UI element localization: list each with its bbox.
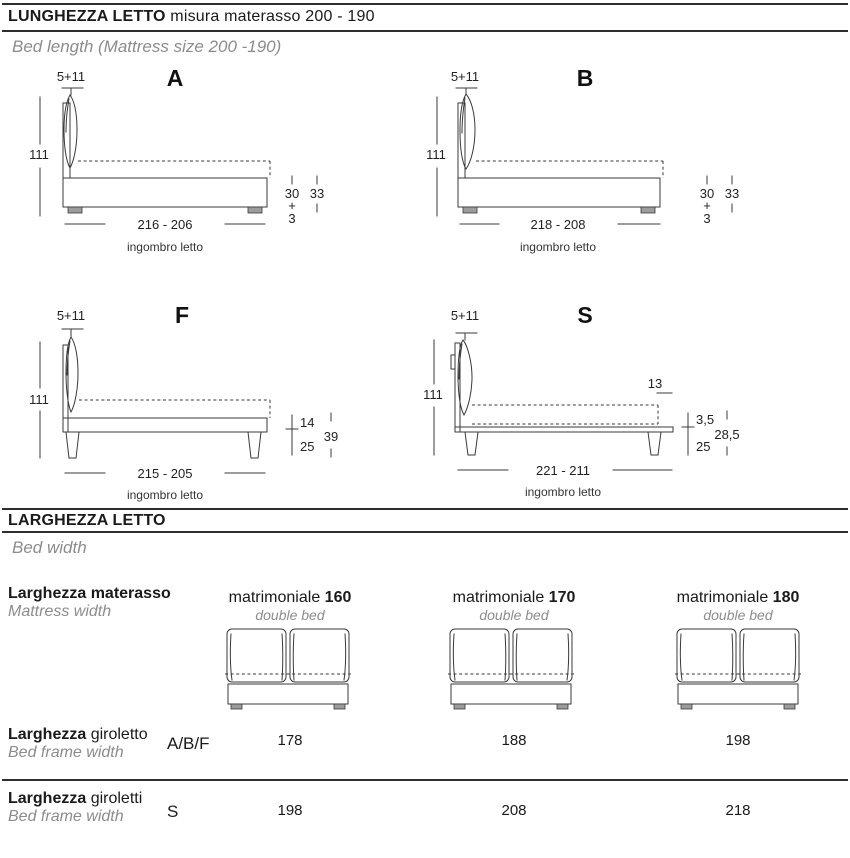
diagram-b-height: 111 [426,147,446,162]
diagram-bed-a [20,58,350,274]
diagram-b-feet-height: 3 [703,211,711,226]
diagram-b-width-range: 218 - 208 [530,217,586,232]
diagram-f-headboard-dim: 5+11 [56,308,86,323]
frame-width-abf-label [8,726,148,762]
mattress-width-row-label [8,585,171,621]
diagram-s-headboard-dim: 5+11 [450,308,480,323]
diagram-a-frame-height: 30 [284,186,300,201]
variant-s: S [167,802,179,821]
diagram-f-width-range: 215 - 205 [137,466,193,481]
frame-width-s-label [8,790,142,826]
diagram-a-caption: ingombro letto [126,240,204,254]
diagram-b-headboard-dim: 5+11 [450,69,480,84]
diagram-s-height: 111 [423,387,443,402]
length-subtitle-en: Bed length (Mattress size 200 -190) [12,37,282,56]
diagram-a-drawing [40,88,317,224]
mattress-width-label-en: Mattress width [8,603,112,620]
column-type-180: matrimoniale [676,589,769,606]
diagram-f-label: F [174,302,190,328]
frame-width-abf-180: 198 [725,732,751,749]
diagram-b-caption: ingombro letto [519,240,597,254]
length-title-detail: misura materasso 200 - 190 [165,8,375,25]
rule-under-width-title [2,531,848,533]
column-type-en-180: double bed [703,607,773,623]
mattress-width-label-it: Larghezza materasso [8,585,171,602]
diagram-a-headboard-dim: 5+11 [56,69,86,84]
diagram-s-leg-height: 25 [696,439,711,454]
diagram-b-drawing [437,88,732,224]
diagram-f-height: 111 [29,392,49,407]
diagram-bed-s [420,293,760,509]
diagram-bed-b [420,58,750,274]
bed-front-icon-180 [675,627,801,712]
column-header-170 [439,589,589,625]
diagram-s-caption: ingombro letto [524,485,602,499]
diagram-bed-f [20,293,350,509]
length-section-title [8,8,375,26]
frame-width-s-160: 198 [277,802,303,819]
diagram-s-total-height: 28,5 [714,427,740,442]
bed-front-icon-170 [448,627,574,712]
rule-row-divider [2,779,848,781]
frame-abf-label-bold: Larghezza [8,726,87,743]
diagram-f-total-height: 39 [323,429,339,444]
rule-under-length-title [2,30,848,32]
column-type-170: matrimoniale [452,589,545,606]
rule-above-width-title [2,508,848,510]
width-subtitle-en: Bed width [12,538,87,557]
column-type-160: matrimoniale [228,589,321,606]
diagram-a-total-height: 33 [309,186,325,201]
frame-abf-label-rest: giroletto [86,726,148,743]
width-section-title: LARGHEZZA LETTO [8,512,166,529]
length-title-it: LUNGHEZZA LETTO [8,8,166,25]
bed-front-drawing [225,629,351,709]
column-header-180 [663,589,813,625]
diagram-b-plus: + [703,198,711,213]
column-type-en-160: double bed [255,607,325,623]
variant-abf: A/B/F [167,734,210,753]
column-size-170: 170 [548,589,576,606]
diagram-s-width-range: 221 - 211 [536,463,590,478]
diagram-f-frame-height: 14 [300,415,315,430]
diagram-a-feet-height: 3 [288,211,296,226]
column-size-180: 180 [772,589,800,606]
frame-abf-label-en: Bed frame width [8,744,124,761]
diagram-a-height: 111 [29,147,49,162]
diagram-a-plus: + [288,198,296,213]
frame-width-abf-170: 188 [501,732,527,749]
bed-front-drawing [448,629,574,709]
diagram-a-label: A [166,65,184,91]
diagram-b-frame-height: 30 [699,186,715,201]
diagram-f-drawing [40,329,331,473]
diagram-b-total-height: 33 [724,186,740,201]
diagram-s-drawing [434,333,727,470]
frame-s-label-bold: Larghezza [8,790,87,807]
diagram-a-width-range: 216 - 206 [137,217,193,232]
bed-front-icon-160 [225,627,351,712]
frame-width-s-170: 208 [501,802,527,819]
rule-top [2,3,848,5]
diagram-b-label: B [576,65,594,91]
column-header-160 [215,589,365,625]
diagram-f-leg-height: 25 [300,439,315,454]
frame-s-label-rest: giroletti [86,790,143,807]
diagram-f-caption: ingombro letto [126,488,204,502]
column-type-en-170: double bed [479,607,549,623]
column-size-160: 160 [324,589,352,606]
diagram-s-platform-height: 3,5 [696,412,715,427]
frame-width-s-180: 218 [725,802,751,819]
diagram-s-label: S [577,302,593,328]
bed-front-drawing [675,629,801,709]
frame-s-label-en: Bed frame width [8,808,124,825]
frame-width-abf-160: 178 [277,732,303,749]
diagram-s-mattress-height: 13 [647,376,663,391]
